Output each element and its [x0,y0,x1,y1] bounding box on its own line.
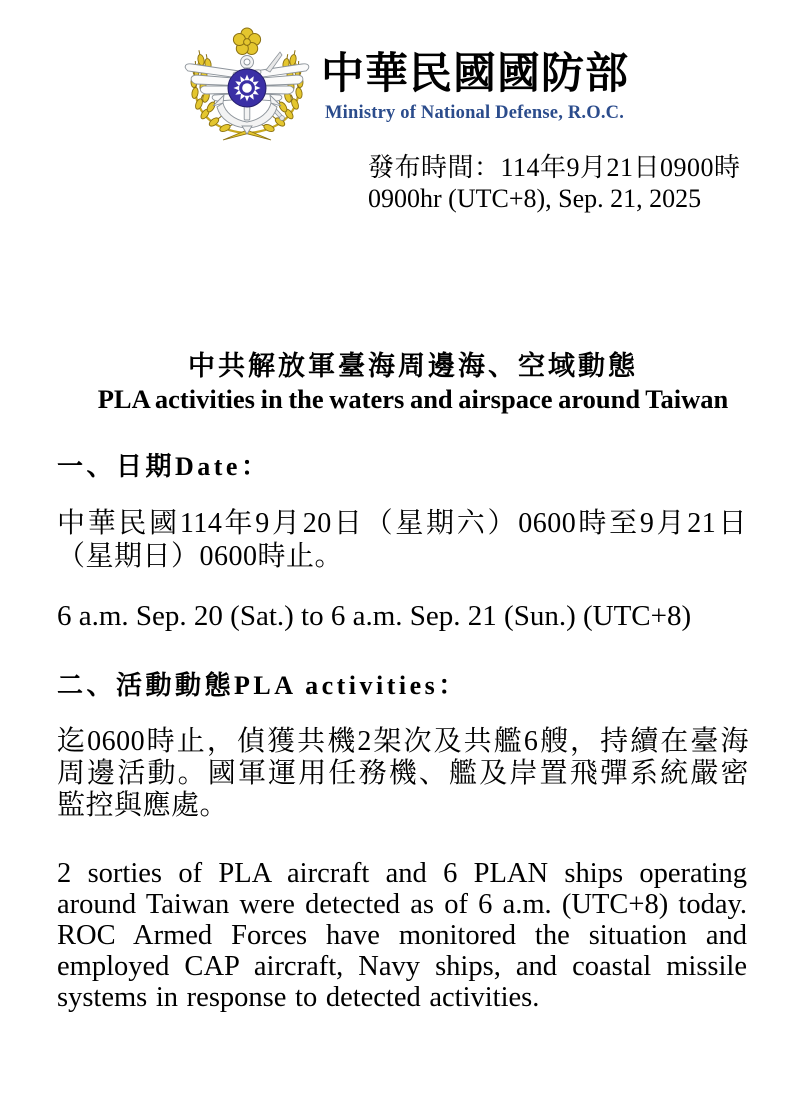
text-line: employed CAP aircraft, Navy ships, and coastal missile [57,951,747,982]
doc-heading-en: PLA activities in the waters and airspace around Taiwan [97,384,729,414]
sun-disc-icon [228,69,266,107]
text-line: 監控與應處。 [57,790,229,821]
text-line: systems in response to detected activities. [57,982,540,1013]
release-time-en: 0900hr (UTC+8), Sep. 21, 2025 [368,184,702,213]
plum-blossom-icon [233,28,260,55]
section-1-body-zh [57,507,747,573]
doc-heading-zh: 中共解放軍臺海周邊海、空域動態 [188,351,638,381]
section-1-body-en: 6 a.m. Sep. 20 (Sat.) to 6 a.m. Sep. 21 (Sun.) (UTC+8) [57,600,692,632]
text-line: （星期日）0600時止。 [57,541,344,572]
text-line: 周邊活動。國軍運用任務機、艦及岸置飛彈系統嚴密 [57,758,749,789]
text-line: 2 sorties of PLA aircraft and 6 PLAN ships operating [57,858,747,889]
section-2-body-zh [57,726,749,822]
release-time-zh: 發布時間：114年9月21日0900時 [368,153,741,182]
release-time [368,152,741,214]
section-2-body-en [57,858,747,1013]
text-line: around Taiwan were detected as of 6 a.m. (UTC+8) today. [57,889,747,920]
section-2-heading: 二、活動動態PLA activities： [57,671,468,700]
org-title: 中華民國國防部 [321,51,629,98]
text-line: ROC Armed Forces have monitored the situation and [57,920,747,951]
mnd-emblem-logo [180,26,313,141]
doc-heading [60,349,766,416]
section-1-heading: 一、日期Date： [57,452,271,481]
text-line: 中華民國114年9月20日（星期六）0600時至9月21日 [57,508,747,539]
text-line: 迄0600時止，偵獲共機2架次及共艦6艘，持續在臺海 [57,726,749,757]
org-subtitle: Ministry of National Defense, R.O.C. [325,103,625,123]
